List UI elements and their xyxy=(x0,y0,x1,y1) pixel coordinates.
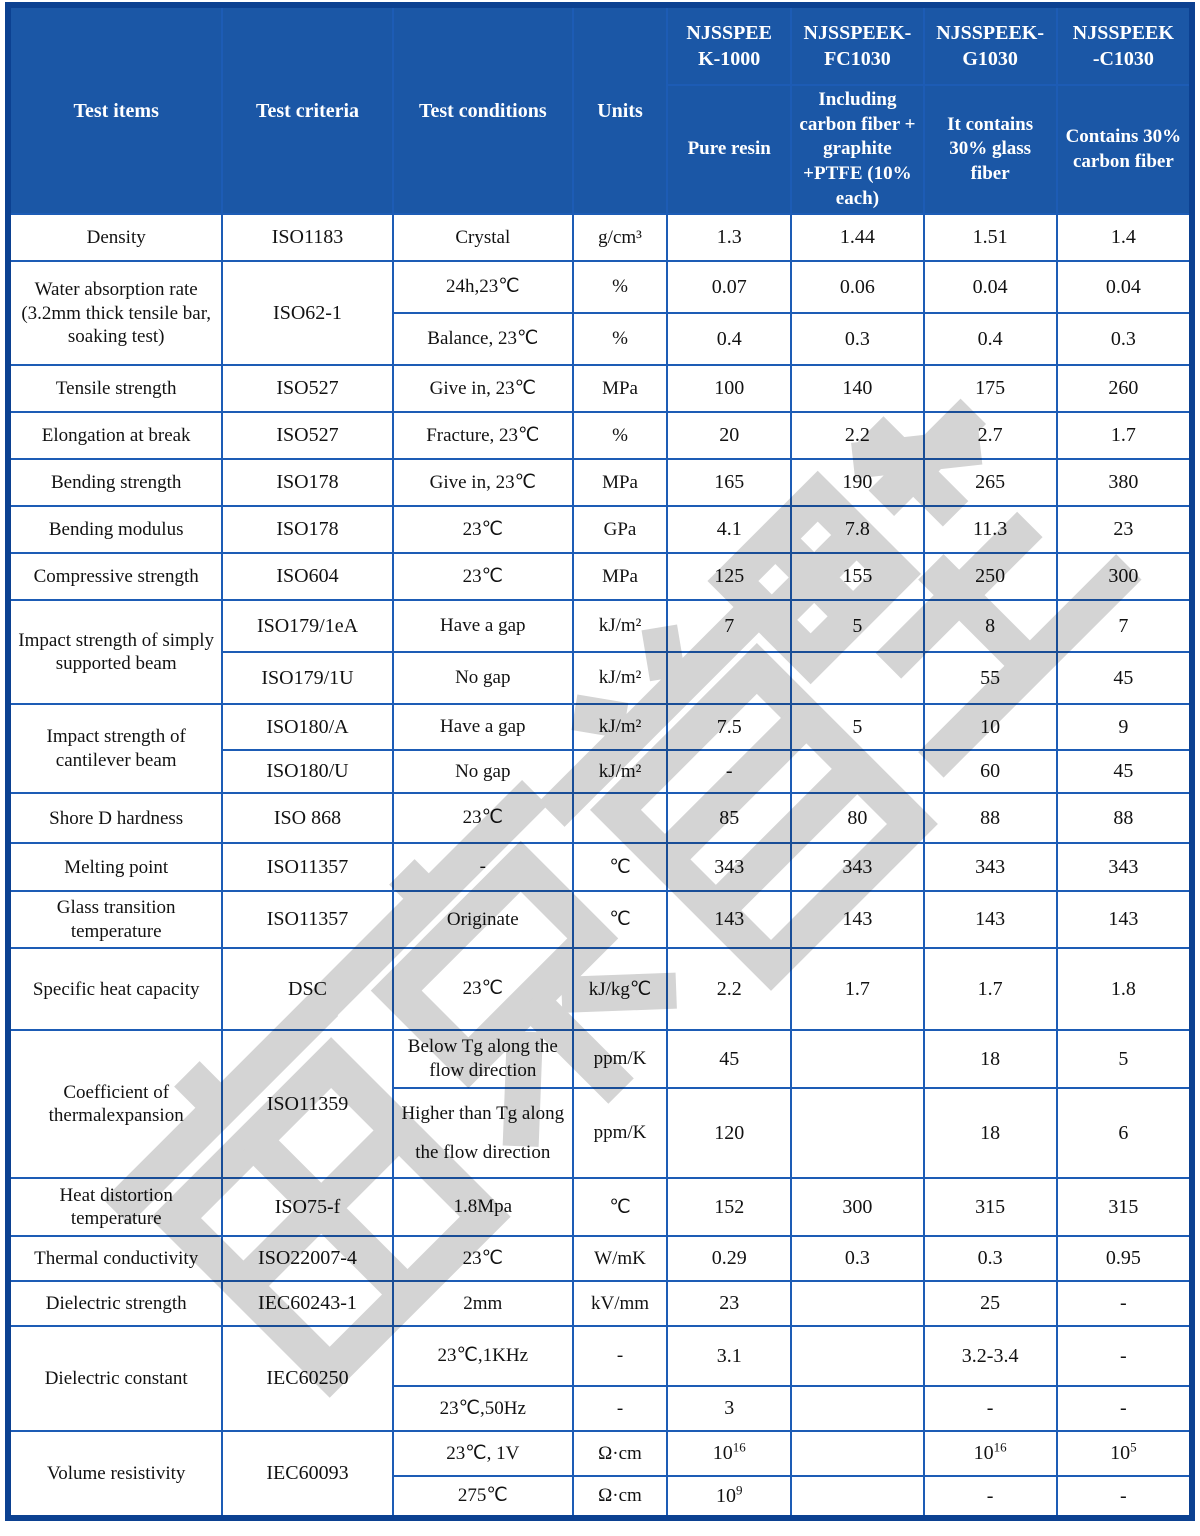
cell-value: 7.8 xyxy=(791,506,923,553)
cell-unit: kJ/m² xyxy=(573,704,667,750)
value-base: 10 xyxy=(712,1442,733,1465)
cell-test-criteria: ISO 868 xyxy=(222,793,392,843)
product-name-njsspeek-fc1030 xyxy=(791,5,923,85)
cell-value: 343 xyxy=(1057,843,1192,891)
cell-value: 165 xyxy=(667,459,791,506)
cell-value: 1.8 xyxy=(1057,948,1192,1030)
cell-value xyxy=(667,1476,791,1518)
cell-value: 0.06 xyxy=(791,261,923,313)
table-row xyxy=(8,704,1192,750)
cell-value: 143 xyxy=(1057,891,1192,948)
cell-value: - xyxy=(667,750,791,793)
cell-test-condition: 275℃ xyxy=(393,1476,573,1518)
cell-value: 1.7 xyxy=(924,948,1057,1030)
cell-value xyxy=(791,1281,923,1326)
table-row xyxy=(8,891,1192,948)
cell-value xyxy=(924,1431,1057,1476)
product-name-line: -C1030 xyxy=(1092,48,1154,70)
product-name-line: G1030 xyxy=(962,48,1018,70)
cell-value: 1.4 xyxy=(1057,214,1192,261)
product-name-njsspeek-g1030 xyxy=(924,5,1057,85)
cell-test-item: Thermal conductivity xyxy=(8,1236,222,1281)
cell-value: 3 xyxy=(667,1386,791,1431)
cell-test-criteria: ISO604 xyxy=(222,553,392,600)
product-name-line: NJSSPEEK- xyxy=(803,22,912,44)
table-row xyxy=(8,459,1192,506)
cell-unit: g/cm³ xyxy=(573,214,667,261)
cell-value: 5 xyxy=(791,600,923,652)
product-name-njsspeek-1000 xyxy=(667,5,791,85)
cell-test-criteria: ISO179/1U xyxy=(222,652,392,704)
cell-test-condition: Give in, 23℃ xyxy=(393,459,573,506)
cell-value: 140 xyxy=(791,365,923,412)
cell-value: 2.2 xyxy=(791,412,923,459)
cell-value: - xyxy=(1057,1476,1192,1518)
cell-value: 6 xyxy=(1057,1088,1192,1178)
cell-value: - xyxy=(1057,1281,1192,1326)
cell-value: 100 xyxy=(667,365,791,412)
cell-test-item: Compressive strength xyxy=(8,553,222,600)
cell-value: 260 xyxy=(1057,365,1192,412)
cell-value: 45 xyxy=(1057,750,1192,793)
cell-value xyxy=(667,1431,791,1476)
cell-test-condition: Have a gap xyxy=(393,704,573,750)
cell-value xyxy=(791,1476,923,1518)
cell-test-item: Water absorption rate (3.2mm thick tensile bar, soaking test) xyxy=(8,261,222,365)
cell-unit: MPa xyxy=(573,553,667,600)
table-row xyxy=(8,948,1192,1030)
cell-value: 2.7 xyxy=(924,412,1057,459)
value-exponent: 16 xyxy=(993,1439,1007,1455)
value-base: 10 xyxy=(973,1442,994,1465)
cell-value: 143 xyxy=(924,891,1057,948)
cell-value: 8 xyxy=(924,600,1057,652)
table-row xyxy=(8,1030,1192,1088)
table-row xyxy=(8,1431,1192,1476)
cell-value: 0.3 xyxy=(924,1236,1057,1281)
cell-value: 60 xyxy=(924,750,1057,793)
cell-value: 343 xyxy=(791,843,923,891)
cell-unit xyxy=(573,793,667,843)
cell-test-condition: 2mm xyxy=(393,1281,573,1326)
cell-test-condition: 23℃ xyxy=(393,793,573,843)
product-name-line: FC1030 xyxy=(824,48,891,70)
cell-value: 85 xyxy=(667,793,791,843)
col-header-test-items: Test items xyxy=(8,5,222,214)
product-desc-pure-resin: Pure resin xyxy=(667,85,791,214)
cell-test-item: Elongation at break xyxy=(8,412,222,459)
cell-value: 23 xyxy=(667,1281,791,1326)
cell-value: 45 xyxy=(667,1030,791,1088)
cell-test-criteria: ISO62-1 xyxy=(222,261,392,365)
cell-value: 0.3 xyxy=(1057,313,1192,365)
cell-value xyxy=(667,652,791,704)
cell-test-condition: Originate xyxy=(393,891,573,948)
table-row xyxy=(8,843,1192,891)
cell-test-criteria: ISO1183 xyxy=(222,214,392,261)
cell-value: 0.3 xyxy=(791,313,923,365)
product-name-line: NJSSPEEK- xyxy=(936,22,1045,44)
cell-value: 0.3 xyxy=(791,1236,923,1281)
cell-value: 2.2 xyxy=(667,948,791,1030)
cell-value: 315 xyxy=(924,1178,1057,1236)
cell-value: 45 xyxy=(1057,652,1192,704)
cell-value: 20 xyxy=(667,412,791,459)
cell-unit: ℃ xyxy=(573,1178,667,1236)
cell-unit: % xyxy=(573,261,667,313)
cell-test-condition: 23℃ xyxy=(393,506,573,553)
cell-unit: ℃ xyxy=(573,891,667,948)
cell-test-criteria: ISO178 xyxy=(222,459,392,506)
cell-test-criteria: ISO11357 xyxy=(222,891,392,948)
cell-value: 7.5 xyxy=(667,704,791,750)
cell-test-item: Heat distortion temperature xyxy=(8,1178,222,1236)
cell-test-criteria: IEC60250 xyxy=(222,1326,392,1431)
cell-value: 0.04 xyxy=(1057,261,1192,313)
cell-value: 0.07 xyxy=(667,261,791,313)
cell-test-condition: Have a gap xyxy=(393,600,573,652)
cell-test-condition: 23℃ xyxy=(393,948,573,1030)
cell-value: 300 xyxy=(791,1178,923,1236)
cell-test-condition: 23℃,1KHz xyxy=(393,1326,573,1386)
cell-test-criteria: IEC60243-1 xyxy=(222,1281,392,1326)
cell-test-item: Impact strength of cantilever beam xyxy=(8,704,222,793)
cell-test-condition: Below Tg along the flow direction xyxy=(393,1030,573,1088)
product-desc-c1030: Contains 30% carbon fiber xyxy=(1057,85,1192,214)
cell-test-criteria: ISO22007-4 xyxy=(222,1236,392,1281)
cell-test-criteria: ISO180/U xyxy=(222,750,392,793)
cell-value: 9 xyxy=(1057,704,1192,750)
cell-value: 18 xyxy=(924,1030,1057,1088)
value-base: 10 xyxy=(1110,1442,1131,1465)
table-row xyxy=(8,1178,1192,1236)
cell-value: 1.7 xyxy=(1057,412,1192,459)
cell-value: 1.7 xyxy=(791,948,923,1030)
cell-value xyxy=(1057,1431,1192,1476)
cell-unit: kJ/m² xyxy=(573,750,667,793)
cell-test-item: Density xyxy=(8,214,222,261)
cell-test-item: Tensile strength xyxy=(8,365,222,412)
product-name-line: NJSSPEE xyxy=(686,22,772,44)
cell-value xyxy=(791,1431,923,1476)
cell-unit: kJ/m² xyxy=(573,652,667,704)
cell-value: 155 xyxy=(791,553,923,600)
cell-test-item: Specific heat capacity xyxy=(8,948,222,1030)
cell-test-criteria: ISO179/1eA xyxy=(222,600,392,652)
col-header-units: Units xyxy=(573,5,667,214)
cell-value: 7 xyxy=(1057,600,1192,652)
cell-value: 3.1 xyxy=(667,1326,791,1386)
cell-unit: MPa xyxy=(573,365,667,412)
cell-value: 3.2-3.4 xyxy=(924,1326,1057,1386)
cell-value: 143 xyxy=(667,891,791,948)
cell-value: - xyxy=(1057,1386,1192,1431)
table-row xyxy=(8,1236,1192,1281)
cell-value: 18 xyxy=(924,1088,1057,1178)
cell-value: 25 xyxy=(924,1281,1057,1326)
cell-value: 23 xyxy=(1057,506,1192,553)
spec-table xyxy=(5,2,1195,1521)
cell-value: 1.51 xyxy=(924,214,1057,261)
cell-test-item: Dielectric strength xyxy=(8,1281,222,1326)
cell-unit: GPa xyxy=(573,506,667,553)
cell-test-item: Bending modulus xyxy=(8,506,222,553)
cell-value: 7 xyxy=(667,600,791,652)
cell-value: 125 xyxy=(667,553,791,600)
cell-test-item: Glass transition temperature xyxy=(8,891,222,948)
cell-test-item: Bending strength xyxy=(8,459,222,506)
cell-value: 5 xyxy=(791,704,923,750)
cell-value: - xyxy=(1057,1326,1192,1386)
cell-test-criteria: ISO75-f xyxy=(222,1178,392,1236)
col-header-test-conditions: Test conditions xyxy=(393,5,573,214)
cell-unit: ℃ xyxy=(573,843,667,891)
cell-value: 88 xyxy=(1057,793,1192,843)
cell-value: 343 xyxy=(667,843,791,891)
cell-test-item: Volume resistivity xyxy=(8,1431,222,1518)
cell-value: 152 xyxy=(667,1178,791,1236)
cell-unit: % xyxy=(573,313,667,365)
cell-value xyxy=(791,1326,923,1386)
cell-unit: MPa xyxy=(573,459,667,506)
value-exponent: 16 xyxy=(732,1439,746,1455)
cell-value: 0.04 xyxy=(924,261,1057,313)
cell-value: 4.1 xyxy=(667,506,791,553)
cell-test-criteria: IEC60093 xyxy=(222,1431,392,1518)
cell-test-criteria: ISO178 xyxy=(222,506,392,553)
cell-value: 0.29 xyxy=(667,1236,791,1281)
cell-unit: - xyxy=(573,1326,667,1386)
cell-test-criteria: ISO527 xyxy=(222,412,392,459)
cell-value: 315 xyxy=(1057,1178,1192,1236)
cell-test-criteria: ISO180/A xyxy=(222,704,392,750)
cell-test-condition: Give in, 23℃ xyxy=(393,365,573,412)
cell-value: 380 xyxy=(1057,459,1192,506)
cell-test-criteria: ISO11359 xyxy=(222,1030,392,1178)
cell-value xyxy=(791,750,923,793)
cell-value xyxy=(791,652,923,704)
cell-test-condition: Balance, 23℃ xyxy=(393,313,573,365)
table-row xyxy=(8,261,1192,313)
cell-test-item: Dielectric constant xyxy=(8,1326,222,1431)
col-header-test-criteria: Test criteria xyxy=(222,5,392,214)
table-row xyxy=(8,1326,1192,1386)
cell-test-item: Coefficient of thermalexpansion xyxy=(8,1030,222,1178)
product-name-line: NJSSPEEK xyxy=(1072,22,1174,44)
cell-value: - xyxy=(924,1476,1057,1518)
cell-unit: Ω·cm xyxy=(573,1476,667,1518)
table-row xyxy=(8,365,1192,412)
cell-test-criteria: ISO527 xyxy=(222,365,392,412)
table-row xyxy=(8,600,1192,652)
cell-value xyxy=(791,1386,923,1431)
cell-test-condition: No gap xyxy=(393,652,573,704)
cell-test-criteria: ISO11357 xyxy=(222,843,392,891)
cell-unit: Ω·cm xyxy=(573,1431,667,1476)
cell-unit: ppm/K xyxy=(573,1088,667,1178)
cell-value: 120 xyxy=(667,1088,791,1178)
cell-test-condition: 24h,23℃ xyxy=(393,261,573,313)
cell-unit: - xyxy=(573,1386,667,1431)
cell-unit: % xyxy=(573,412,667,459)
cell-value xyxy=(791,1030,923,1088)
cell-value xyxy=(791,1088,923,1178)
cell-value: 300 xyxy=(1057,553,1192,600)
cell-test-condition: 23℃ xyxy=(393,553,573,600)
cell-unit: kV/mm xyxy=(573,1281,667,1326)
cell-test-item: Melting point xyxy=(8,843,222,891)
table-row xyxy=(8,1281,1192,1326)
table-row xyxy=(8,553,1192,600)
cell-test-condition: 23℃ xyxy=(393,1236,573,1281)
value-exponent: 5 xyxy=(1130,1439,1137,1455)
product-desc-fc1030: Including carbon fiber + graphite +PTFE (10% each) xyxy=(791,85,923,214)
cell-value: 55 xyxy=(924,652,1057,704)
cell-test-condition: 1.8Mpa xyxy=(393,1178,573,1236)
cell-value: 175 xyxy=(924,365,1057,412)
cell-value: 143 xyxy=(791,891,923,948)
cell-value: 190 xyxy=(791,459,923,506)
table-row xyxy=(8,214,1192,261)
cell-test-criteria: DSC xyxy=(222,948,392,1030)
cell-value: 10 xyxy=(924,704,1057,750)
cell-value: - xyxy=(924,1386,1057,1431)
cell-value: 88 xyxy=(924,793,1057,843)
product-desc-g1030: It contains 30% glass fiber xyxy=(924,85,1057,214)
cell-test-condition: Crystal xyxy=(393,214,573,261)
value-exponent: 9 xyxy=(735,1482,743,1498)
cell-value: 0.4 xyxy=(667,313,791,365)
cell-value: 250 xyxy=(924,553,1057,600)
cell-unit: ppm/K xyxy=(573,1030,667,1088)
product-name-njsspeek-c1030 xyxy=(1057,5,1192,85)
cell-value: 1.3 xyxy=(667,214,791,261)
cell-test-condition: - xyxy=(393,843,573,891)
cell-value: 0.4 xyxy=(924,313,1057,365)
cell-test-condition: 23℃, 1V xyxy=(393,1431,573,1476)
cell-unit: kJ/kg℃ xyxy=(573,948,667,1030)
cell-test-item: Impact strength of simply supported beam xyxy=(8,600,222,704)
cell-value: 0.95 xyxy=(1057,1236,1192,1281)
cell-test-condition: Fracture, 23℃ xyxy=(393,412,573,459)
cell-value: 265 xyxy=(924,459,1057,506)
cell-test-condition: 23℃,50Hz xyxy=(393,1386,573,1431)
cell-test-condition: No gap xyxy=(393,750,573,793)
table-row xyxy=(8,793,1192,843)
table-header-row xyxy=(8,5,1192,85)
cell-value: 11.3 xyxy=(924,506,1057,553)
product-name-line: K-1000 xyxy=(698,48,761,70)
cell-value: 80 xyxy=(791,793,923,843)
cell-value: 5 xyxy=(1057,1030,1192,1088)
cell-test-item: Shore D hardness xyxy=(8,793,222,843)
cell-value: 1.44 xyxy=(791,214,923,261)
cell-unit: W/mK xyxy=(573,1236,667,1281)
value-base: 10 xyxy=(715,1484,736,1507)
cell-test-condition: Higher than Tg along the flow direction xyxy=(393,1088,573,1178)
cell-value: 343 xyxy=(924,843,1057,891)
table-row xyxy=(8,412,1192,459)
table-row xyxy=(8,506,1192,553)
cell-unit: kJ/m² xyxy=(573,600,667,652)
